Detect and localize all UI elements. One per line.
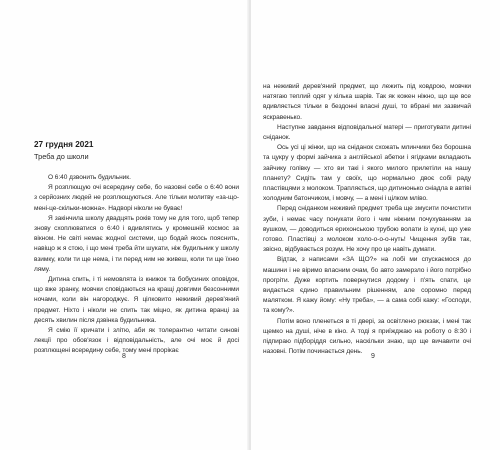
paragraph: Я смію її кричати і злітю, аби як толерантно читати синові лекції про обов'язок і відповідальність, але очі моє й досі розплющені всередину себе, тому мені прорікає — [34, 327, 239, 355]
paragraph: Потім воно пленеться в ті двері, за освітлено рюкзак, і мені так щемко на душі, ніче в кіно. А тоді я приїжджаю на роботу о 8:30 і підпираю підборіддя сильно, наскільки знаю, що ще вичавити очі назовні. Потім починається день. — [263, 317, 471, 356]
paragraph: Я розплющую очі всередину себе, бо назовні себе о 6:40 вони з серйозних людей не розплющуються. Але тільки молитву «за-що-мені-це-скільки-можна». Надворі ніколи не буває! — [34, 184, 239, 212]
paragraph: Відтак, з написами «ЗА ЩО?» на лобі ми спускаємося до машини і не віримо власним очам, бо авто замерзло і його потрібно прогріти. Дуже кортить повернутися додому і п'ять спати, це видається єдино правильним рішенням, але соромно перед малятком. Я кажу йому: «Ну треба», — а сама собі кажу: «Господи, та кому?». — [263, 256, 471, 315]
left-page-text — [34, 140, 239, 357]
paragraph: Дитина спить, і ті немовлята із книжок та бобусиних оповідок, що вже зранку, мовчки сповідаються на кращі довгими безсонними ночами, коли він нагороджує. Я цілковито неживий дерев'яний предмет. Ніхто і ніколи не спить так міцно, як дитина вранці за десять хвилин після дзвінка будильника. — [34, 276, 239, 324]
page-number: 8 — [122, 353, 126, 360]
page-number: 9 — [371, 353, 375, 360]
paragraph: О 6:40 дзвонить будильник. — [48, 174, 131, 181]
paragraph: Ось усі ці жінки, що на сніданок схожать млинчики без борошна та цукру у формі зайчика з англійської абетки і ягідками вкладають зайчику голівку — хто ви такі і якого милого прилетіли на нашу планету? Сидіть там у своїх, що нормально двоє собі раду пластівцями з молоком. Трапляється, що дитинонько сніадла в автіві холодним батончиком, і мовчу, — а мені і цілком мліво. — [263, 144, 471, 203]
paragraph: Наступне завдання відповідальної матері — приготувати дитині сніданок. — [263, 123, 471, 142]
left-page — [0, 0, 249, 450]
chapter-date: 27 грудня 2021 — [34, 140, 94, 149]
chapter-title: Треба до школи — [34, 152, 89, 161]
paragraph: Перед сніданком неживий предмет треба ще змусити почистити зуби, і немає часу понукати його і чим ніжним почухуванням за вушком, — доводиться ерихонською трубою волати із кухні, що уже готово. Пластівці з молоком холо-о-о-о-нуть! Чищення зубів так, звісно, відбувається розум. Не хочу про це навіть думати. — [263, 205, 471, 254]
paragraph: на неживий дерев'яний предмет, що лежить під ковдрою, мовчки натягаю теплий одяг у кілька шарів. Так як кожен ніжно, що ще все вдивляється тільки в бездонні власні душі, то вбрані ми зазвичай яскравенько. — [263, 83, 471, 121]
paragraph: Я закінчила школу двадцять років тому не для того, щоб тепер знову схоплюватися о 6:40 і вдивлятись у кромешній космос за вікном. Не світі немає жодної системи, що бодай якось пояснить, навіщо ж я стою, і що мені треба йти шукати, ніж будильник у школу взимку, коли ти ще нема, і ти перед ним не живеш, коли ти ще їхню ляму. — [34, 214, 239, 273]
right-page — [251, 0, 500, 450]
right-page-text — [263, 82, 471, 357]
